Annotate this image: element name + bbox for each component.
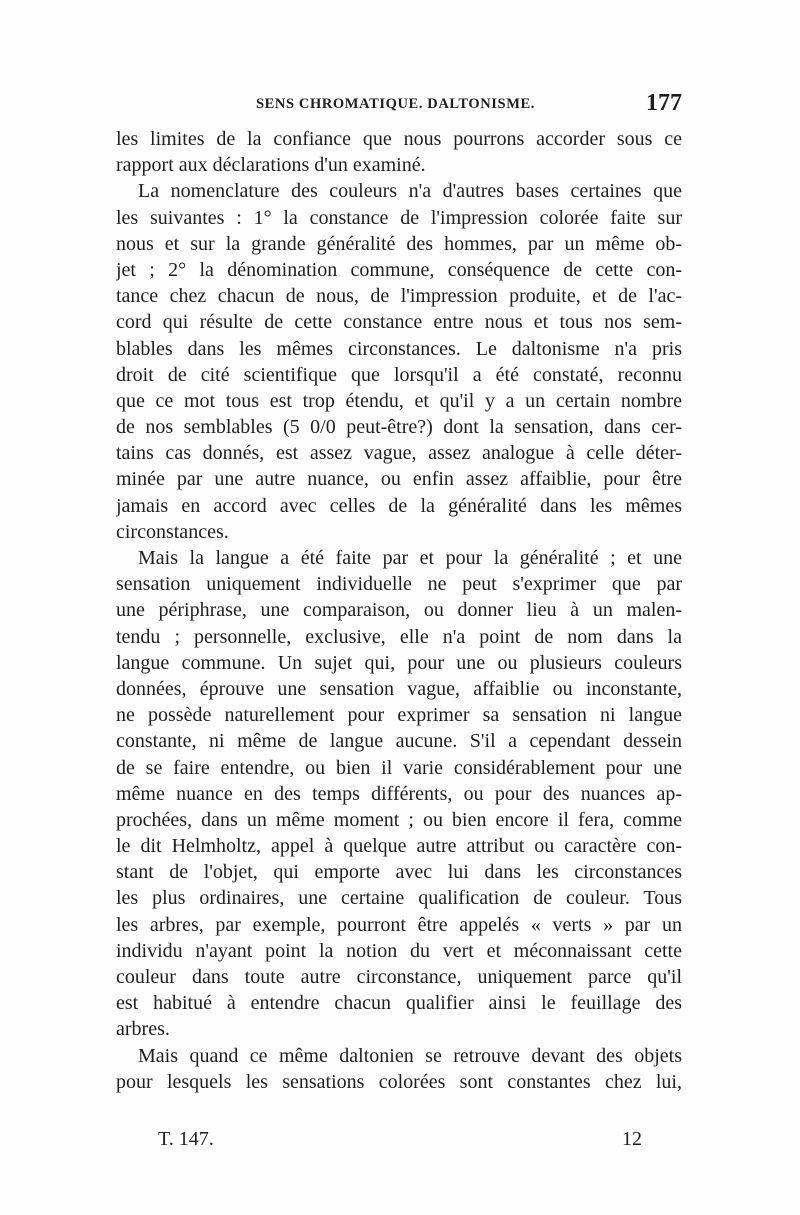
signature-number: 12 [622,1128,642,1150]
text-line: sensation uniquement individuelle ne peut s'exprimer que par [116,573,682,596]
body-text [116,126,682,1095]
text-line: individu n'ayant point la notion du vert et méconnaissant cette [116,939,682,962]
text-line: jamais en accord avec celles de la généralité dans les mêmes [116,494,682,517]
signature-mark: T. 147. [158,1128,214,1150]
running-head [116,90,682,124]
text-line: circonstances. [116,520,229,543]
text-line: tains cas donnés, est assez vague, assez analogue à celle déter- [116,442,682,465]
text-line: données, éprouve une sensation vague, affaiblie ou inconstante, [116,677,682,700]
text-line: tendu ; personnelle, exclusive, elle n'a point de nom dans la [116,625,682,648]
text-line: minée par une autre nuance, ou enfin assez affaiblie, pour être [116,468,682,491]
text-line: nous et sur la grande généralité des hommes, par un même ob- [116,232,682,255]
page-number: 177 [646,90,682,116]
text-line: les limites de la confiance que nous pourrons accorder sous ce [116,128,682,150]
text-line: le dit Helmholtz, appel à quelque autre attribut ou caractère con- [116,835,682,858]
text-line: La nomenclature des couleurs n'a d'autres bases certaines que [138,180,682,203]
text-line: ne possède naturellement pour exprimer sa sensation ni langue [116,704,682,727]
text-line: une périphrase, une comparaison, ou donner lieu à un malen- [116,599,682,622]
text-line: stant de l'objet, qui emporte avec lui dans les circonstances [116,861,682,884]
text-line: cord qui résulte de cette constance entre nous et tous nos sem- [116,311,682,334]
text-line: langue commune. Un sujet qui, pour une ou plusieurs couleurs [116,651,682,674]
text-line: couleur dans toute autre circonstance, uniquement parce qu'il [116,966,682,988]
text-line: les plus ordinaires, une certaine qualification de couleur. Tous [116,887,682,910]
text-line: de se faire entendre, ou bien il varie considérablement pour une [116,756,682,779]
text-line: blables dans les mêmes circonstances. Le daltonisme n'a pris [116,337,682,360]
text-line: les arbres, par exemple, pourront être appelés « verts » par un [116,913,682,936]
text-line: est habitué à entendre chacun qualifier ainsi le feuillage des [116,992,682,1015]
text-line: jet ; 2° la dénomination commune, conséquence de cette con- [116,258,682,281]
text-line: prochées, dans un même moment ; ou bien encore il fera, comme [116,808,682,831]
text-line: même nuance en des temps différents, ou pour des nuances ap- [116,782,682,805]
page-footer [158,1128,642,1158]
text-line: les suivantes : 1° la constance de l'impression colorée faite sur [116,206,682,229]
text-line: arbres. [116,1018,170,1041]
text-line: Mais la langue a été faite par et pour la généralité ; et une [138,547,682,569]
text-line: pour lesquels les sensations colorées sont constantes chez lui, [116,1070,682,1093]
text-line: constante, ni même de langue aucune. S'il a cependant dessein [116,730,682,753]
text-line: de nos semblables (5 0/0 peut-être?) dont la sensation, dans cer- [116,416,682,439]
running-title: SENS CHROMATIQUE. DALTONISME. [256,96,535,112]
text-line: droit de cité scientifique que lorsqu'il a été constaté, reconnu [116,363,682,386]
text-line: Mais quand ce même daltonien se retrouve devant des objets [138,1044,682,1067]
text-line: rapport aux déclarations d'un examiné. [116,154,426,177]
text-line: tance chez chacun de nous, de l'impression produite, et de l'ac- [116,285,682,308]
text-line: que ce mot tous est trop étendu, et qu'il y a un certain nombre [116,389,682,412]
